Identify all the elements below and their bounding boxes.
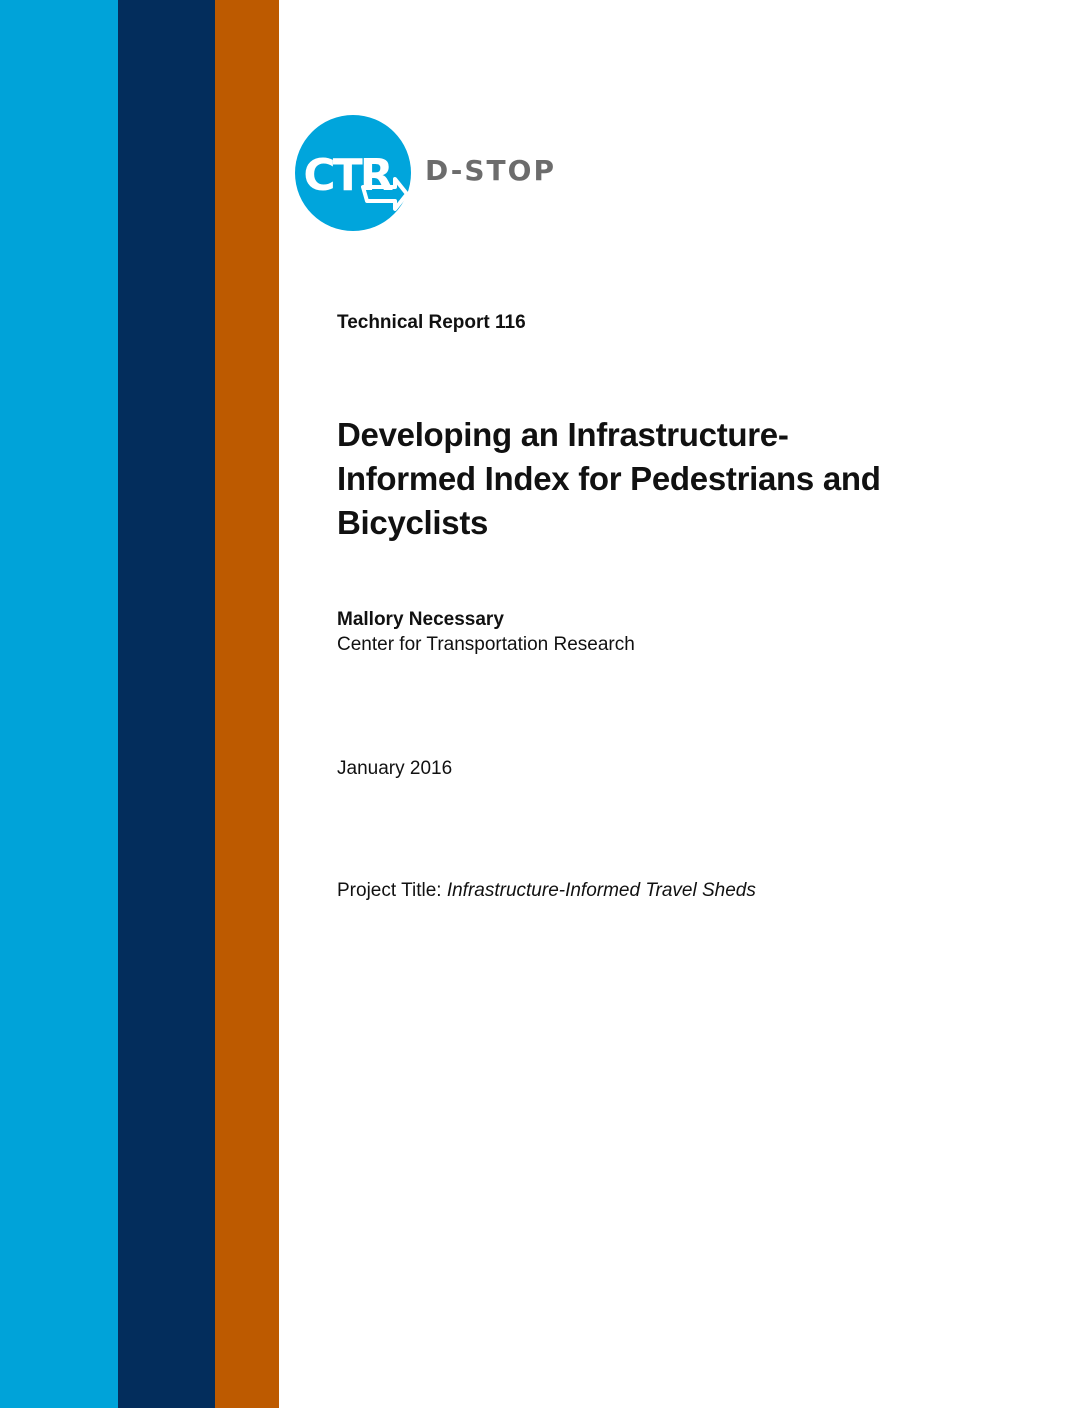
author-affiliation: Center for Transportation Research <box>337 634 635 655</box>
author-name: Mallory Necessary <box>337 609 504 630</box>
logo-mark-text: CTR <box>303 150 391 201</box>
light-blue-stripe <box>0 0 118 1408</box>
report-title <box>337 413 977 545</box>
project-title-line <box>337 880 756 902</box>
report-title-line: Developing an Infrastructure- <box>337 416 789 453</box>
project-title-label: Project Title: <box>337 880 442 901</box>
ctr-dstop-logo <box>295 115 575 231</box>
report-title-line: Informed Index for Pedestrians and <box>337 460 881 497</box>
navy-stripe <box>118 0 215 1408</box>
logo-subtext: D-STOP <box>425 154 556 187</box>
report-number: Technical Report 116 <box>337 312 526 333</box>
report-title-line: Bicyclists <box>337 504 489 541</box>
report-date: January 2016 <box>337 758 453 779</box>
orange-stripe <box>215 0 279 1408</box>
project-title-value: Infrastructure-Informed Travel Sheds <box>446 880 756 901</box>
ctr-logo-icon <box>295 115 411 231</box>
